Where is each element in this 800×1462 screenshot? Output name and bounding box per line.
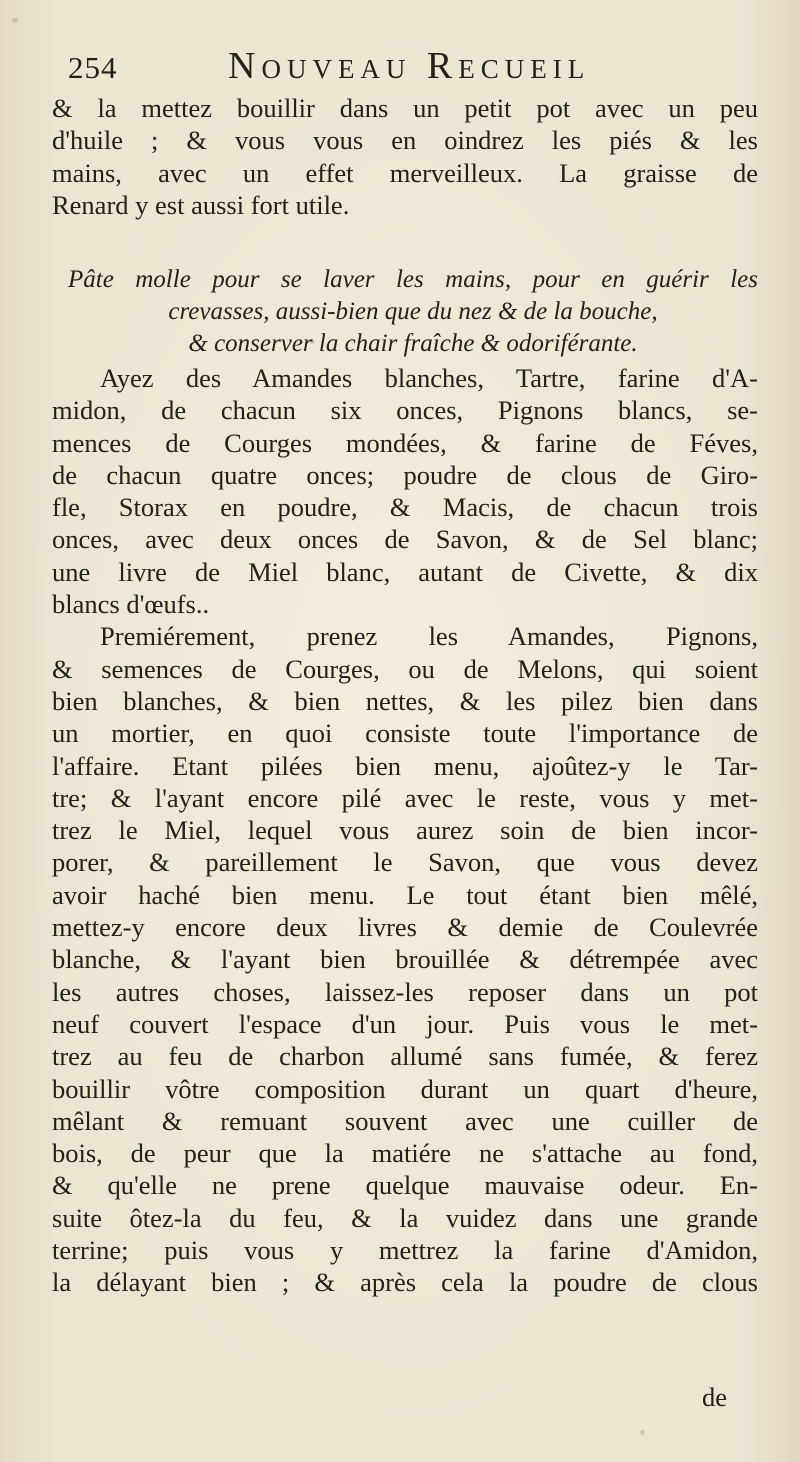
text-line: bouillir vôtre composition durant un quart d'heure, [52, 1073, 758, 1104]
recipe-body [52, 362, 758, 1299]
text-line: & qu'elle ne prene quelque mauvaise odeur. En- [52, 1170, 758, 1201]
text-line: blancs d'œufs.. [52, 589, 210, 620]
text-line: mêlant & remuant souvent avec une cuiller de [52, 1105, 758, 1136]
text-line: d'huile ; & vous vous en oindrez les piés & les [52, 125, 758, 156]
text-line: la délayant bien ; & après cela la poudre de clous [52, 1267, 758, 1298]
text-line: trez le Miel, lequel vous aurez soin de bien incor- [52, 815, 758, 846]
text-line: onces, avec deux onces de Savon, & de Sel blanc; [52, 524, 758, 555]
heading-line: crevasses, aussi-bien que du nez & de la bouche, [168, 298, 658, 325]
heading-line: & conserver la chair fraîche & odoriférante. [188, 330, 638, 357]
text-line: Premiérement, prenez les Amandes, Pignons, [100, 621, 758, 652]
text-line: mences de Courges mondées, & farine de Féves, [52, 427, 758, 458]
running-title: Nouveau Recueil [228, 45, 591, 87]
catchword: de [702, 1382, 728, 1412]
intro-paragraph [52, 92, 758, 221]
text-line: un mortier, en quoi consiste toute l'importance de [52, 718, 758, 749]
text-line: midon, de chacun six onces, Pignons blancs, se- [52, 395, 758, 426]
text-line: les autres choses, laissez-les reposer dans un pot [52, 976, 758, 1007]
text-line: Ayez des Amandes blanches, Tartre, farine d'A- [100, 363, 758, 393]
paper-stain [640, 1430, 645, 1435]
text-line: de chacun quatre onces; poudre de clous de Giro- [52, 459, 758, 490]
text-line: terrine; puis vous y mettrez la farine d'Amidon, [52, 1235, 758, 1266]
text-line: fle, Storax en poudre, & Macis, de chacun trois [52, 492, 758, 523]
text-line: & semences de Courges, ou de Melons, qui soient [52, 653, 758, 684]
paper-stain [12, 18, 18, 23]
text-line: & la mettez bouillir dans un petit pot avec un peu [52, 93, 758, 123]
text-line: une livre de Miel blanc, autant de Civette, & dix [52, 556, 758, 587]
text-line: bois, de peur que la matiére ne s'attache au fond, [52, 1138, 758, 1169]
text-line: blanche, & l'ayant bien brouillée & détrempée avec [52, 944, 758, 975]
page-number: 254 [68, 50, 118, 85]
heading-line: Pâte molle pour se laver les mains, pour en guérir les [68, 266, 758, 293]
text-line: l'affaire. Etant pilées bien menu, ajoûtez-y le Tar- [52, 750, 758, 781]
text-line: Renard y est aussi fort utile. [52, 189, 350, 220]
text-line: suite ôtez-la du feu, & la vuidez dans une grande [52, 1202, 758, 1233]
text-line: avoir haché bien menu. Le tout étant bien mêlé, [52, 879, 758, 910]
text-line: porer, & pareillement le Savon, que vous devez [52, 847, 758, 878]
page-header [68, 44, 758, 94]
text-line: trez au feu de charbon allumé sans fumée, & ferez [52, 1041, 758, 1072]
text-line: mains, avec un effet merveilleux. La graisse de [52, 157, 758, 188]
text-line: bien blanches, & bien nettes, & les pilez bien dans [52, 685, 758, 716]
text-line: neuf couvert l'espace d'un jour. Puis vous le met- [52, 1008, 758, 1039]
text-line: mettez-y encore deux livres & demie de Coulevrée [52, 912, 758, 943]
recipe-heading [68, 264, 758, 360]
text-line: tre; & l'ayant encore pilé avec le reste, vous y met- [52, 782, 758, 813]
